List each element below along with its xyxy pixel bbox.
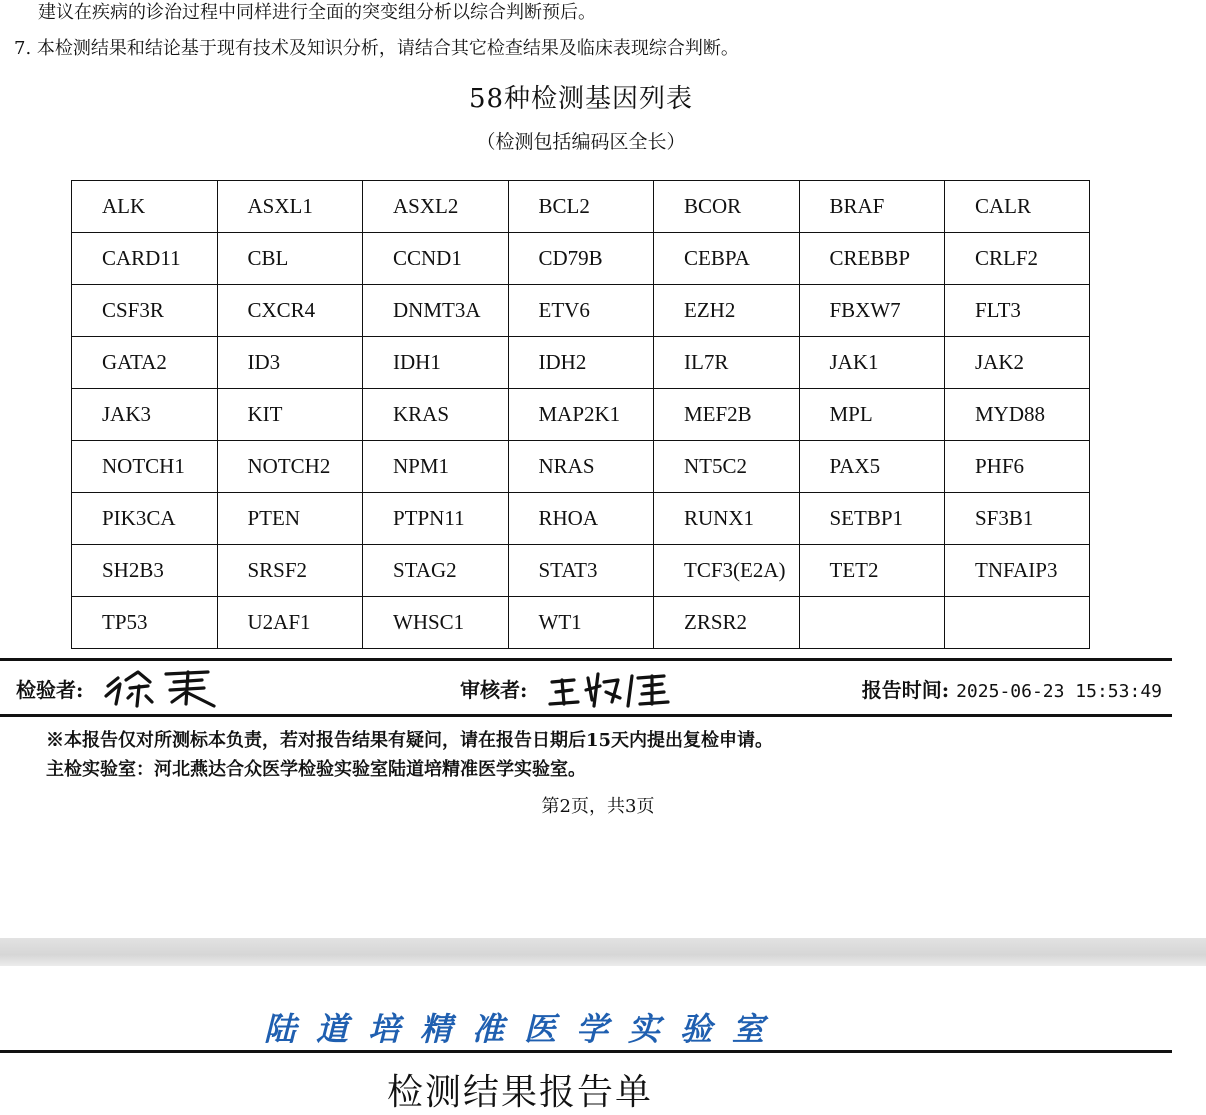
gene-cell: IDH2: [508, 337, 654, 389]
gene-cell: BCOR: [654, 181, 800, 233]
report-title: 检测结果报告单: [386, 1072, 653, 1113]
gene-cell: ID3: [217, 337, 363, 389]
gene-cell: FBXW7: [799, 285, 945, 337]
inspector-label: 检验者:: [16, 678, 84, 702]
gene-list-subtitle: （检测包括编码区全长）: [476, 131, 686, 153]
gene-cell: CRLF2: [945, 233, 1090, 285]
gene-cell: PIK3CA: [72, 493, 218, 545]
gene-cell: JAK1: [799, 337, 945, 389]
gene-cell: BRAF: [799, 181, 945, 233]
gene-cell: MAP2K1: [508, 389, 654, 441]
gene-cell: CD79B: [508, 233, 654, 285]
report-time-label: 报告时间:: [861, 678, 950, 702]
disclaimer-line-1: ※本报告仅对所测标本负责，若对报告结果有疑问，请在报告日期后15天内提出复检申请。: [46, 730, 774, 751]
gene-cell: KIT: [217, 389, 363, 441]
gene-cell: PTPN11: [363, 493, 509, 545]
gene-cell: CREBBP: [799, 233, 945, 285]
gene-cell: ASXL2: [363, 181, 509, 233]
report-time-value: 2025-06-23 15:53:49: [956, 681, 1162, 702]
table-row: [72, 493, 1090, 545]
gene-cell: NT5C2: [654, 441, 800, 493]
table-row: [72, 285, 1090, 337]
table-row: [72, 337, 1090, 389]
gene-cell: SETBP1: [799, 493, 945, 545]
gene-cell: KRAS: [363, 389, 509, 441]
gene-cell: TP53: [72, 597, 218, 649]
gene-cell: [799, 597, 945, 649]
gene-cell: TET2: [799, 545, 945, 597]
gene-cell: ZRSR2: [654, 597, 800, 649]
gene-cell: BCL2: [508, 181, 654, 233]
report-time: [862, 674, 1162, 703]
gene-cell: SF3B1: [945, 493, 1090, 545]
gene-cell: FLT3: [945, 285, 1090, 337]
gene-cell: NPM1: [363, 441, 509, 493]
table-row: [72, 181, 1090, 233]
gene-cell: STAT3: [508, 545, 654, 597]
gene-list-title: 58种检测基因列表: [468, 84, 694, 114]
gene-cell: PTEN: [217, 493, 363, 545]
gene-cell: CARD11: [72, 233, 218, 285]
signature-top-rule: [0, 658, 1172, 661]
gene-cell: CXCR4: [217, 285, 363, 337]
table-row: [72, 233, 1090, 285]
inspector-signature: [104, 664, 220, 710]
reviewer-signature: [548, 666, 672, 710]
lab-name-header: 陆道培精准医学实验室: [263, 1010, 784, 1048]
gene-cell: SRSF2: [217, 545, 363, 597]
table-row: [72, 441, 1090, 493]
gene-cell: PHF6: [945, 441, 1090, 493]
page-separator: [0, 938, 1206, 966]
table-row: [72, 597, 1090, 649]
gene-cell: MPL: [799, 389, 945, 441]
gene-cell: STAG2: [363, 545, 509, 597]
note-line-1: 建议在疾病的诊治过程中同样进行全面的突变组分析以综合判断预后。: [38, 2, 596, 23]
gene-cell: U2AF1: [217, 597, 363, 649]
gene-cell: WT1: [508, 597, 654, 649]
gene-cell: MEF2B: [654, 389, 800, 441]
gene-cell: RUNX1: [654, 493, 800, 545]
gene-cell: GATA2: [72, 337, 218, 389]
note-line-2: 7. 本检测结果和结论基于现有技术及知识分析，请结合其它检查结果及临床表现综合判断。: [14, 38, 739, 59]
signature-row: [0, 668, 1172, 708]
gene-cell: [945, 597, 1090, 649]
gene-cell: MYD88: [945, 389, 1090, 441]
gene-cell: JAK3: [72, 389, 218, 441]
gene-cell: IL7R: [654, 337, 800, 389]
gene-cell: TNFAIP3: [945, 545, 1090, 597]
gene-cell: SH2B3: [72, 545, 218, 597]
disclaimer: [46, 726, 773, 784]
gene-cell: DNMT3A: [363, 285, 509, 337]
gene-cell: ALK: [72, 181, 218, 233]
gene-cell: ASXL1: [217, 181, 363, 233]
gene-cell: CSF3R: [72, 285, 218, 337]
gene-cell: NOTCH2: [217, 441, 363, 493]
page-number: 第2页，共3页: [541, 796, 655, 817]
table-row: [72, 389, 1090, 441]
gene-cell: PAX5: [799, 441, 945, 493]
gene-cell: WHSC1: [363, 597, 509, 649]
signature-bottom-rule: [0, 714, 1172, 717]
disclaimer-line-2: 主检实验室：河北燕达合众医学检验实验室陆道培精准医学实验室。: [46, 759, 586, 780]
gene-cell: CALR: [945, 181, 1090, 233]
gene-cell: TCF3(E2A): [654, 545, 800, 597]
gene-cell: CBL: [217, 233, 363, 285]
gene-cell: CEBPA: [654, 233, 800, 285]
gene-table: [71, 180, 1090, 649]
gene-cell: EZH2: [654, 285, 800, 337]
gene-cell: JAK2: [945, 337, 1090, 389]
gene-cell: NRAS: [508, 441, 654, 493]
gene-cell: RHOA: [508, 493, 654, 545]
gene-cell: NOTCH1: [72, 441, 218, 493]
header-rule: [0, 1050, 1172, 1053]
gene-cell: CCND1: [363, 233, 509, 285]
table-row: [72, 545, 1090, 597]
reviewer-label: 审核者:: [460, 678, 528, 702]
gene-cell: IDH1: [363, 337, 509, 389]
gene-cell: ETV6: [508, 285, 654, 337]
